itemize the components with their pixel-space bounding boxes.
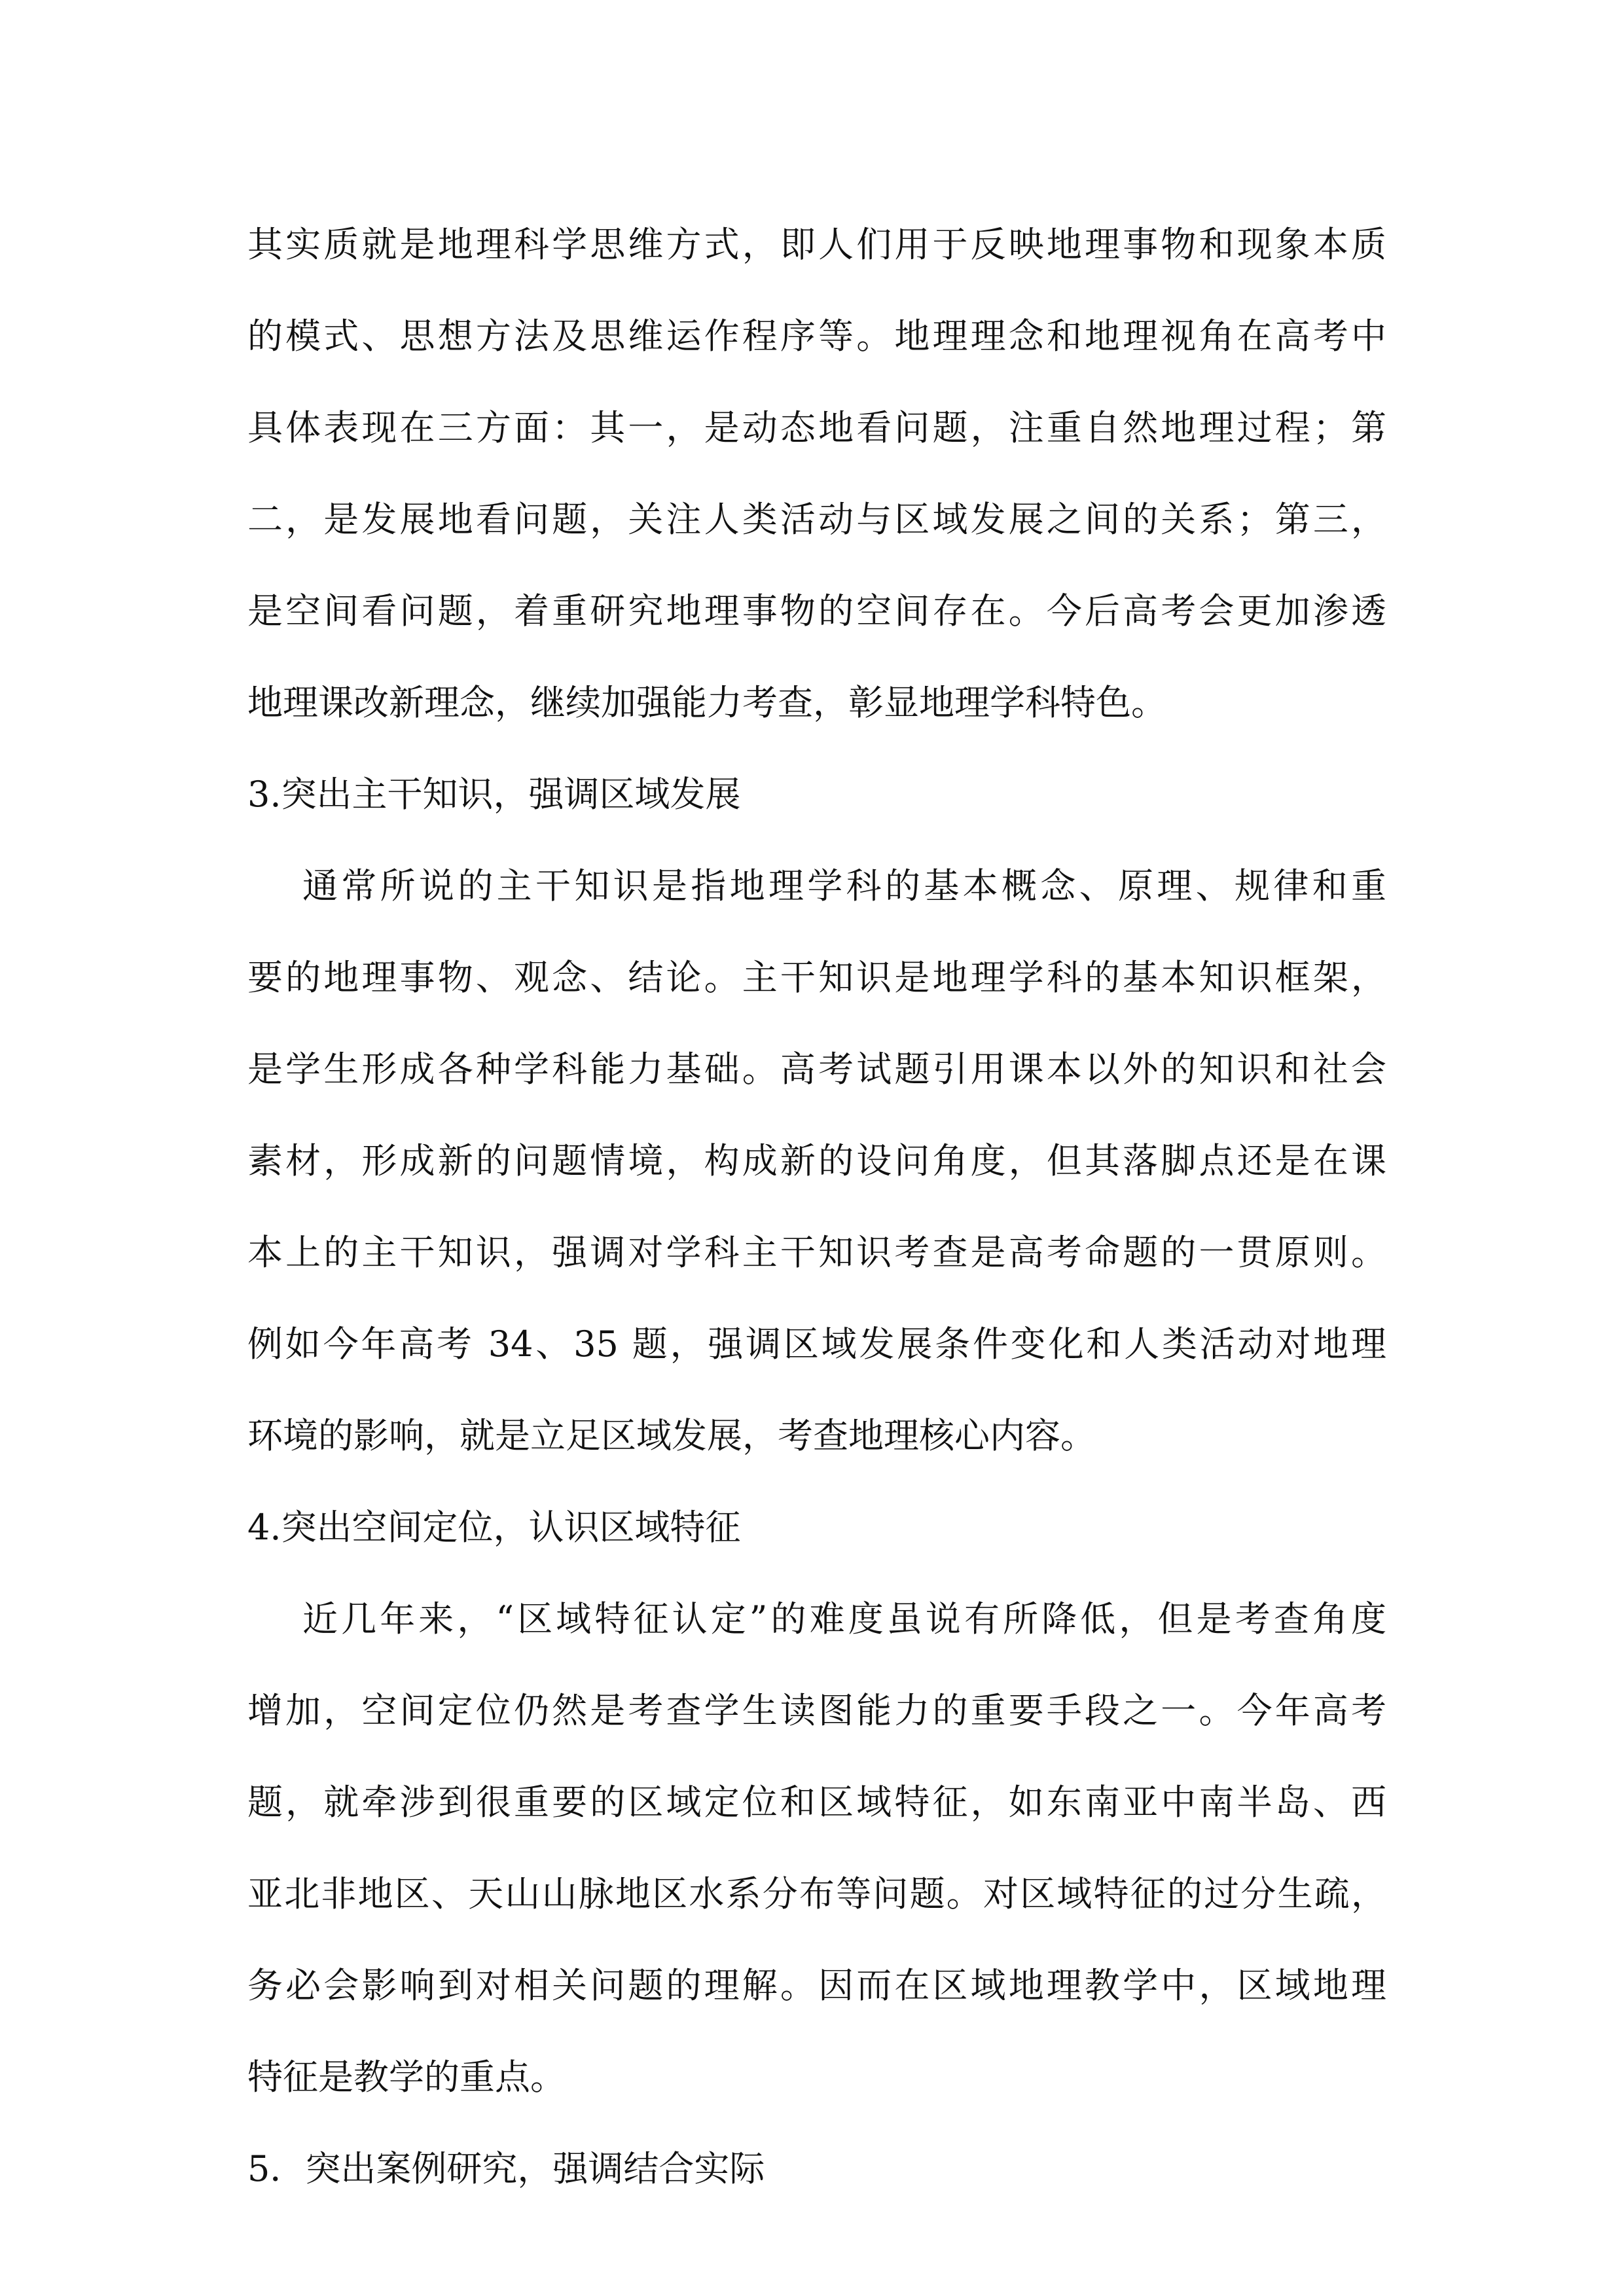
- section-heading: 3.突出主干知识，强调区域发展: [247, 774, 741, 815]
- paragraph-first-line: 通常所说的主干知识是指地理学科的基本概念、原理、规律和重: [302, 865, 1386, 906]
- body-text-line: 本上的主干知识，强调对学科主干知识考查是高考命题的一贯原则。: [247, 1232, 1386, 1273]
- body-text-line: 务必会影响到对相关问题的理解。因而在区域地理教学中，区域地理: [247, 1965, 1386, 2006]
- paragraph-first-line: 近几年来，“区域特征认定”的难度虽说有所降低，但是考查角度: [302, 1598, 1386, 1640]
- body-text-line: 要的地理事物、观念、结论。主干知识是地理学科的基本知识框架，: [247, 957, 1386, 998]
- body-text-line: 特征是教学的重点。: [247, 2056, 566, 2098]
- body-text-line: 例如今年高考 34、35 题，强调区域发展条件变化和人类活动对地理: [247, 1323, 1386, 1365]
- body-text-line: 其实质就是地理科学思维方式，即人们用于反映地理事物和现象本质: [247, 224, 1386, 265]
- body-text-line: 地理课改新理念，继续加强能力考查，彰显地理学科特色。: [247, 682, 1166, 723]
- body-text-line: 是学生形成各种学科能力基础。高考试题引用课本以外的知识和社会: [247, 1049, 1386, 1090]
- body-text-line: 是空间看问题，着重研究地理事物的空间存在。今后高考会更加渗透: [247, 590, 1386, 632]
- section-heading: 5．突出案例研究，强调结合实际: [247, 2148, 765, 2189]
- body-text-line: 的模式、思想方法及思维运作程序等。地理理念和地理视角在高考中: [247, 315, 1386, 357]
- body-text-line: 素材，形成新的问题情境，构成新的设问角度，但其落脚点还是在课: [247, 1140, 1386, 1181]
- body-text-line: 二，是发展地看问题，关注人类活动与区域发展之间的关系；第三，: [247, 499, 1386, 540]
- body-text-line: 题，就牵涉到很重要的区域定位和区域特征，如东南亚中南半岛、西: [247, 1782, 1386, 1823]
- body-text-line: 环境的影响，就是立足区域发展，考查地理核心内容。: [247, 1415, 1096, 1456]
- body-text-line: 增加，空间定位仍然是考查学生读图能力的重要手段之一。今年高考: [247, 1690, 1386, 1731]
- section-heading: 4.突出空间定位，认识区域特征: [247, 1507, 741, 1548]
- body-text-line: 具体表现在三方面：其一，是动态地看问题，注重自然地理过程；第: [247, 407, 1386, 448]
- body-text-line: 亚北非地区、天山山脉地区水系分布等问题。对区域特征的过分生疏，: [247, 1873, 1386, 1914]
